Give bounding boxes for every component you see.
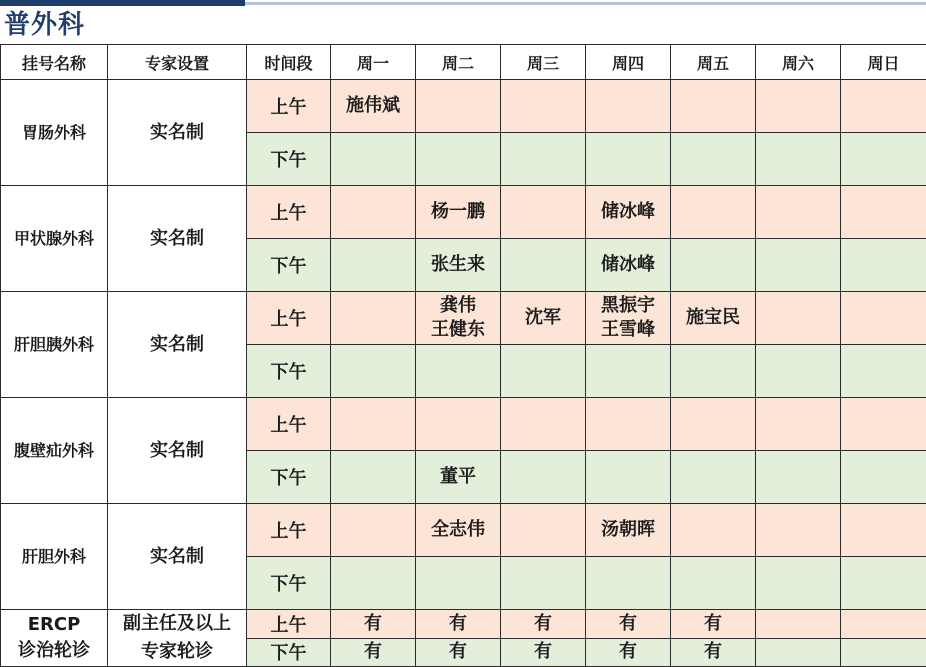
doctor-cell-fri: 有 [671,610,756,639]
doctor-cell-sat [756,133,841,186]
doctor-cell-tue: 全志伟 [416,504,501,557]
doctor-cell-wed [501,80,586,133]
time-period-pm: 下午 [247,451,331,504]
doctor-cell-sun [841,610,926,639]
header-fri: 周五 [671,45,756,80]
doctor-cell-wed [501,133,586,186]
time-period-am: 上午 [247,186,331,239]
doctor-cell-wed [501,345,586,398]
doctor-cell-thu [586,398,671,451]
header-thu: 周四 [586,45,671,80]
header-period: 时间段 [247,45,331,80]
time-period-pm: 下午 [247,557,331,610]
schedule-row-am [1,292,926,345]
schedule-table [0,44,926,667]
doctor-cell-fri [671,239,756,292]
doctor-cell-wed [501,557,586,610]
department-name: 肝胆外科 [1,504,108,610]
doctor-cell-mon: 有 [331,610,416,639]
doctor-cell-tue [416,80,501,133]
doctor-cell-fri [671,398,756,451]
doctor-cell-mon: 施伟斌 [331,80,416,133]
doctor-cell-sun [841,451,926,504]
time-period-am: 上午 [247,292,331,345]
department-name: ERCP 诊治轮诊 [1,610,108,667]
doctor-cell-thu: 储冰峰 [586,239,671,292]
doctor-cell-wed: 有 [501,610,586,639]
doctor-cell-thu: 黑振宇 王雪峰 [586,292,671,345]
doctor-cell-fri [671,133,756,186]
doctor-cell-fri [671,504,756,557]
doctor-cell-fri [671,80,756,133]
doctor-cell-thu [586,80,671,133]
doctor-cell-tue: 杨一鹏 [416,186,501,239]
doctor-cell-sun [841,80,926,133]
header-dept: 挂号名称 [1,45,108,80]
doctor-cell-sat [756,398,841,451]
doctor-cell-fri: 有 [671,638,756,667]
doctor-cell-tue [416,557,501,610]
doctor-cell-mon [331,504,416,557]
schedule-row-am [1,610,926,639]
doctor-cell-thu [586,557,671,610]
doctor-cell-mon [331,186,416,239]
expert-setting: 实名制 [108,504,247,610]
doctor-cell-wed [501,186,586,239]
department-name: 甲状腺外科 [1,186,108,292]
doctor-cell-sun [841,638,926,667]
title-underline [0,0,926,6]
doctor-cell-thu [586,133,671,186]
header-sun: 周日 [841,45,926,80]
time-period-pm: 下午 [247,133,331,186]
doctor-cell-sat [756,557,841,610]
doctor-cell-sun [841,186,926,239]
time-period-am: 上午 [247,610,331,639]
time-period-am: 上午 [247,398,331,451]
doctor-cell-thu: 汤朝晖 [586,504,671,557]
doctor-cell-sun [841,292,926,345]
doctor-cell-mon [331,557,416,610]
doctor-cell-wed: 有 [501,638,586,667]
schedule-row-am [1,80,926,133]
doctor-cell-mon: 有 [331,638,416,667]
doctor-cell-tue [416,398,501,451]
doctor-cell-tue: 张生来 [416,239,501,292]
doctor-cell-sun [841,239,926,292]
doctor-cell-sun [841,504,926,557]
doctor-cell-tue [416,345,501,398]
doctor-cell-thu: 储冰峰 [586,186,671,239]
doctor-cell-sat [756,80,841,133]
time-period-pm: 下午 [247,638,331,667]
doctor-cell-thu [586,451,671,504]
expert-setting: 实名制 [108,80,247,186]
doctor-cell-sun [841,345,926,398]
department-name: 腹壁疝外科 [1,398,108,504]
time-period-am: 上午 [247,504,331,557]
doctor-cell-tue [416,133,501,186]
expert-setting: 实名制 [108,186,247,292]
doctor-cell-mon [331,398,416,451]
doctor-cell-sat [756,638,841,667]
doctor-cell-wed [501,398,586,451]
header-setting: 专家设置 [108,45,247,80]
doctor-cell-fri [671,186,756,239]
header-row [1,45,926,80]
department-name: 肝胆胰外科 [1,292,108,398]
doctor-cell-sat [756,292,841,345]
expert-setting: 副主任及以上 专家轮诊 [108,610,247,667]
doctor-cell-fri [671,557,756,610]
doctor-cell-wed [501,239,586,292]
doctor-cell-fri [671,451,756,504]
time-period-pm: 下午 [247,239,331,292]
header-tue: 周二 [416,45,501,80]
header-wed: 周三 [501,45,586,80]
doctor-cell-fri [671,345,756,398]
doctor-cell-mon [331,133,416,186]
doctor-cell-wed [501,451,586,504]
doctor-cell-sun [841,398,926,451]
doctor-cell-sat [756,345,841,398]
doctor-cell-sun [841,557,926,610]
page-title: 普外科 [4,10,86,40]
doctor-cell-fri: 施宝民 [671,292,756,345]
doctor-cell-mon [331,345,416,398]
doctor-cell-sat [756,504,841,557]
schedule-row-am [1,398,926,451]
doctor-cell-sat [756,451,841,504]
title-underline-dark [0,0,245,6]
doctor-cell-thu: 有 [586,638,671,667]
schedule-row-am [1,186,926,239]
doctor-cell-tue: 龚伟 王健东 [416,292,501,345]
doctor-cell-thu: 有 [586,610,671,639]
doctor-cell-sat [756,239,841,292]
doctor-cell-mon [331,239,416,292]
doctor-cell-tue: 有 [416,610,501,639]
doctor-cell-mon [331,451,416,504]
doctor-cell-mon [331,292,416,345]
expert-setting: 实名制 [108,292,247,398]
doctor-cell-sat [756,186,841,239]
doctor-cell-wed: 沈军 [501,292,586,345]
doctor-cell-tue: 董平 [416,451,501,504]
expert-setting: 实名制 [108,398,247,504]
schedule-row-am [1,504,926,557]
department-name: 胃肠外科 [1,80,108,186]
doctor-cell-wed [501,504,586,557]
time-period-am: 上午 [247,80,331,133]
time-period-pm: 下午 [247,345,331,398]
doctor-cell-sun [841,133,926,186]
doctor-cell-sat [756,610,841,639]
header-mon: 周一 [331,45,416,80]
doctor-cell-tue: 有 [416,638,501,667]
doctor-cell-thu [586,345,671,398]
title-underline-light [245,2,926,5]
header-sat: 周六 [756,45,841,80]
